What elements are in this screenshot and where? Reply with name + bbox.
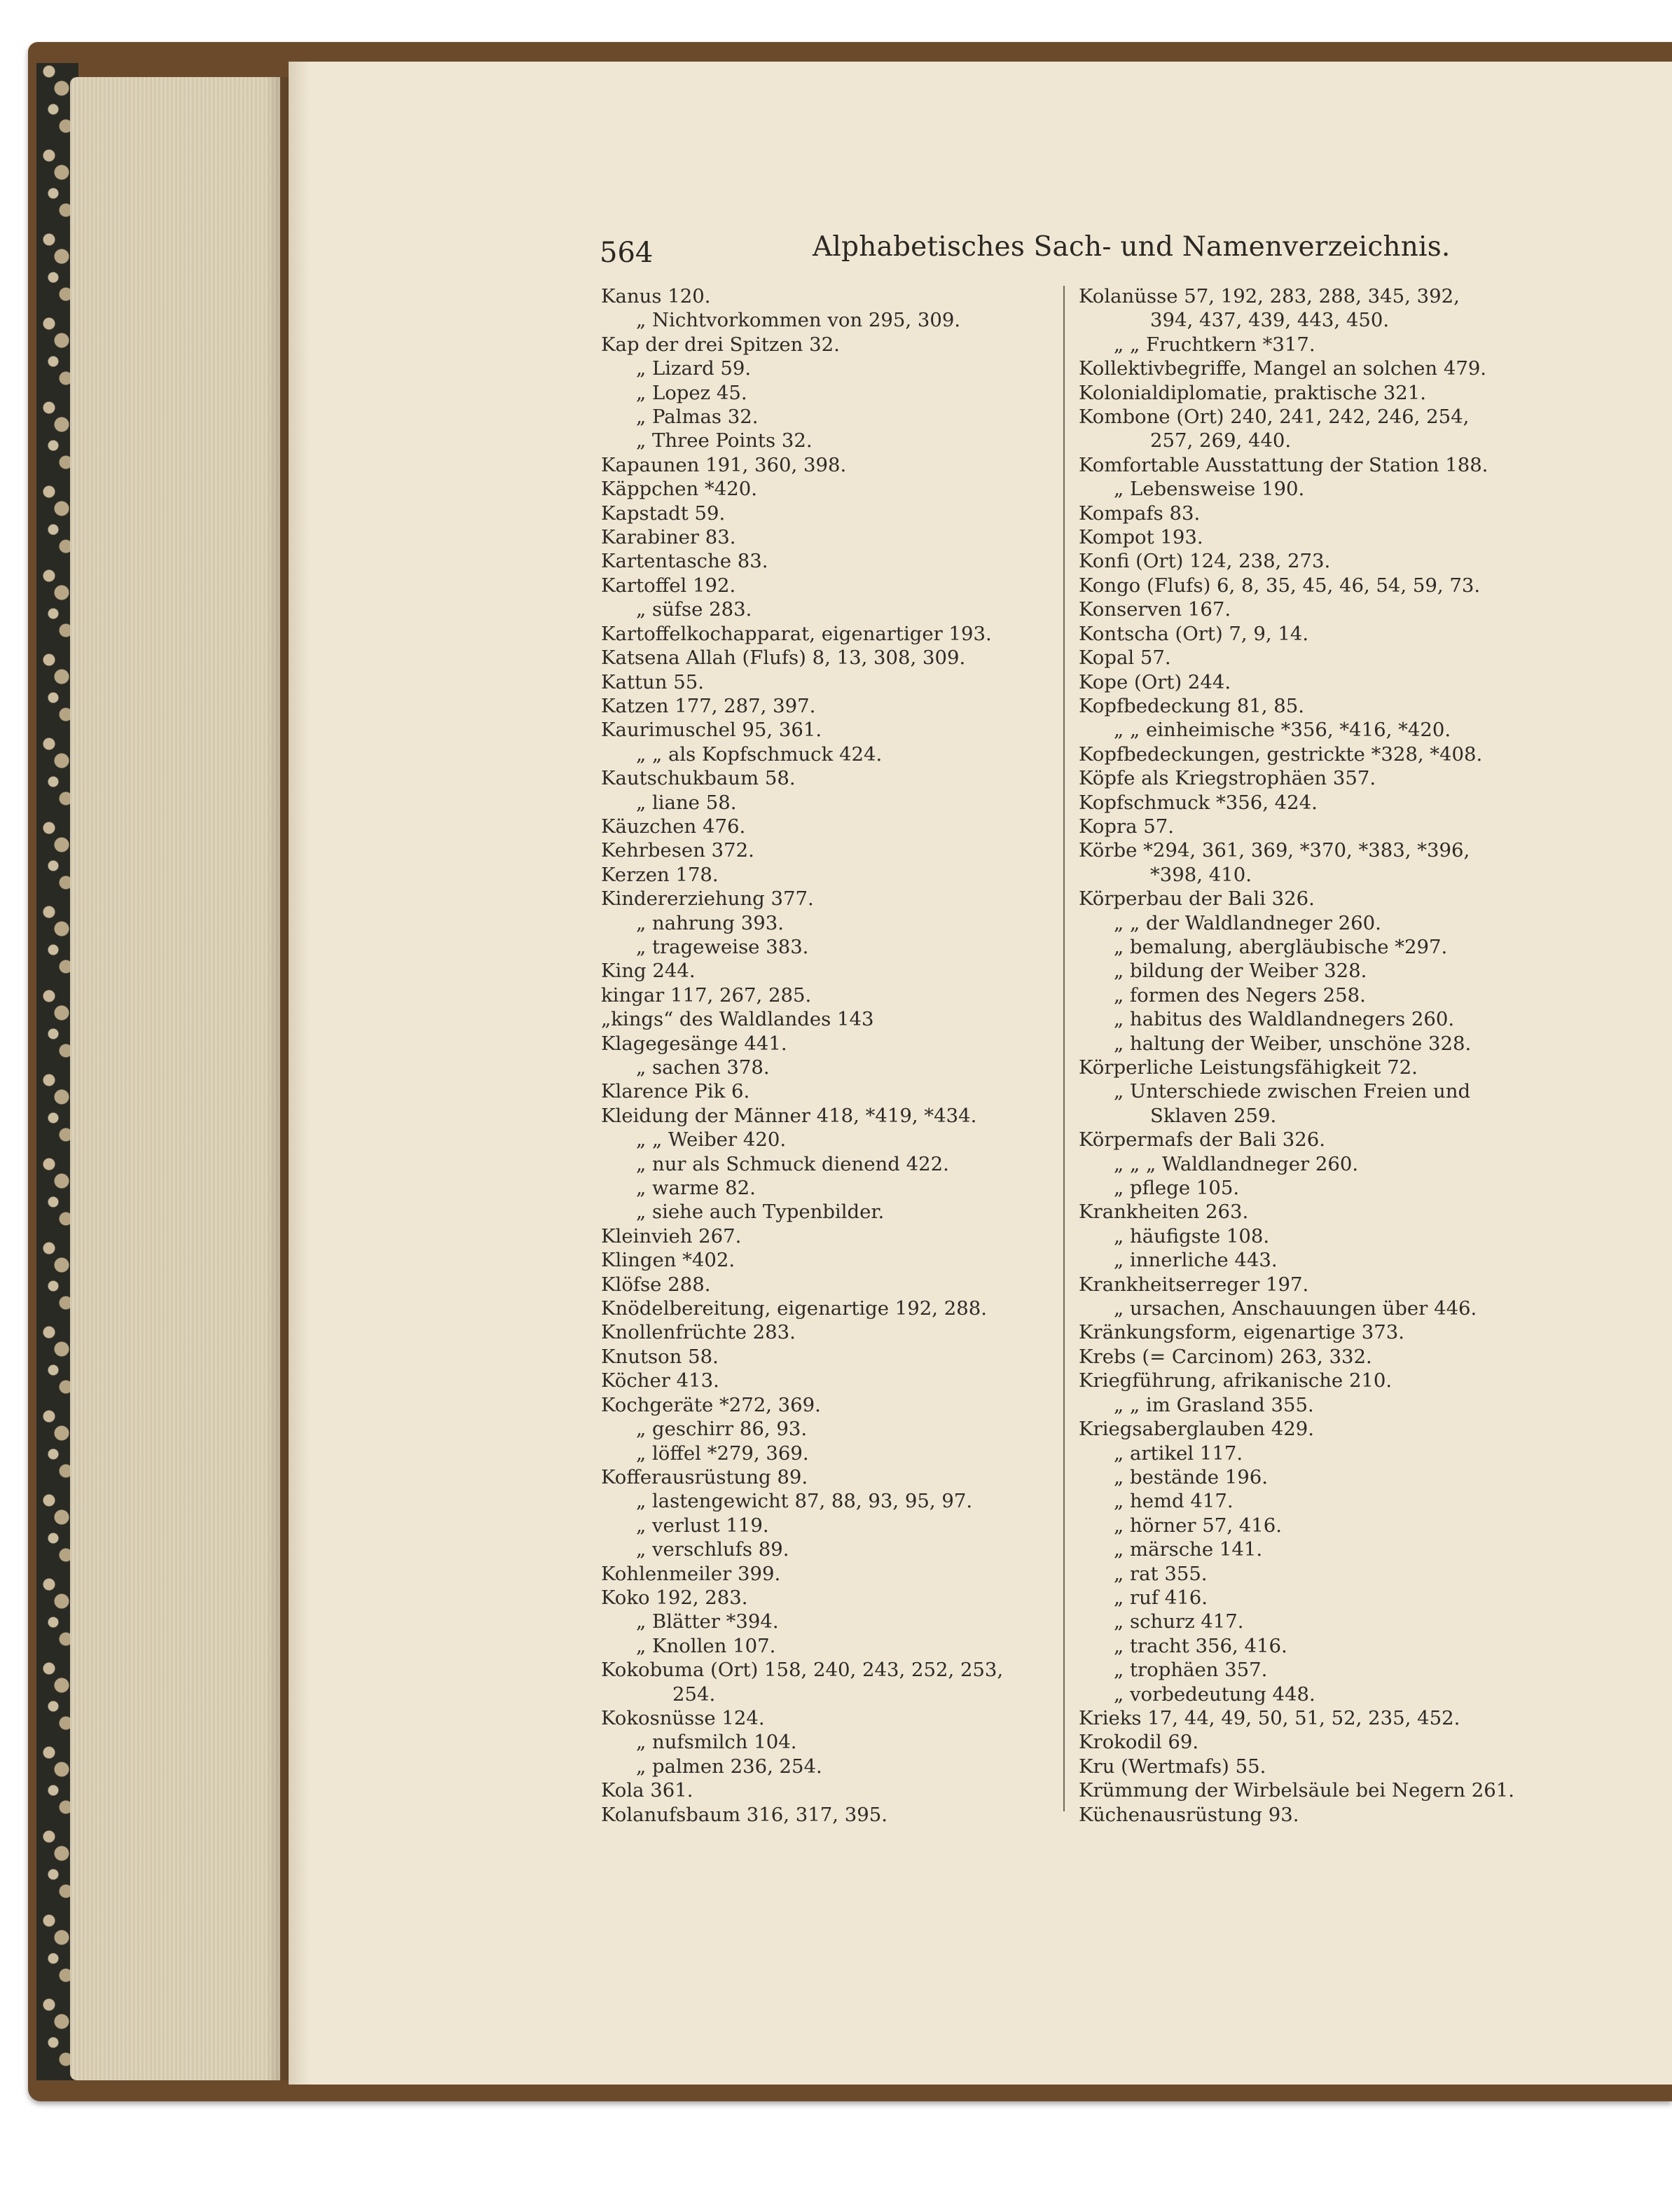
index-entry: Klingen *402.: [601, 1249, 735, 1272]
index-entry: Konserven 167.: [1079, 598, 1231, 621]
index-entry: Knutson 58.: [601, 1345, 719, 1368]
index-entry: „ ursachen, Anschauungen über 446.: [1114, 1297, 1477, 1320]
index-entry: „ „ als Kopfschmuck 424.: [636, 742, 883, 766]
index-entry: Kap der drei Spitzen 32.: [601, 333, 840, 356]
index-entry: Kolanufsbaum 316, 317, 395.: [601, 1803, 887, 1826]
index-entry: „ artikel 117.: [1114, 1442, 1243, 1465]
index-entry: Kaurimuschel 95, 361.: [601, 719, 822, 742]
index-entry: Kartentasche 83.: [601, 550, 768, 573]
index-entry: „ Three Points 32.: [636, 429, 813, 452]
index-entry: Katzen 177, 287, 397.: [601, 694, 816, 717]
index-entry: „ bemalung, abergläubische *297.: [1114, 935, 1448, 958]
index-entry: Kehrbesen 372.: [601, 839, 754, 862]
page-number: 564: [600, 237, 654, 269]
index-entry: „ bestände 196.: [1114, 1465, 1268, 1488]
index-entry: „ märsche 141.: [1114, 1538, 1263, 1561]
index-entry: „ formen des Negers 258.: [1114, 983, 1366, 1007]
index-entry: „ palmen 236, 254.: [636, 1755, 822, 1778]
index-entry: Kompot 193.: [1079, 526, 1203, 549]
index-entry: Klarence Pik 6.: [601, 1080, 750, 1103]
index-entry: „ Nichtvorkommen von 295, 309.: [636, 309, 961, 332]
index-entry: Knollenfrüchte 283.: [601, 1321, 796, 1344]
index-entry: Käuzchen 476.: [601, 815, 746, 838]
index-entry: 254.: [672, 1682, 716, 1706]
index-entry: Klagegesänge 441.: [601, 1032, 787, 1055]
index-entry: „ innerliche 443.: [1114, 1249, 1278, 1272]
page-edges: [70, 77, 280, 2080]
index-entry: Konfi (Ort) 124, 238, 273.: [1079, 550, 1331, 573]
index-entry: Kopal 57.: [1079, 647, 1171, 670]
index-entry: „ Palmas 32.: [636, 406, 759, 429]
index-entry: Sklaven 259.: [1150, 1104, 1277, 1127]
index-entry: Kleinvieh 267.: [601, 1224, 742, 1247]
index-entry: Koko 192, 283.: [601, 1586, 748, 1609]
index-entry: „ Lizard 59.: [636, 357, 752, 380]
index-entry: Knödelbereitung, eigenartige 192, 288.: [601, 1297, 988, 1320]
index-entry: „ siehe auch Typenbilder.: [636, 1201, 885, 1224]
index-entry: „ lastengewicht 87, 88, 93, 95, 97.: [636, 1490, 973, 1513]
index-entry: Kapstadt 59.: [601, 502, 726, 525]
index-entry: „ vorbedeutung 448.: [1114, 1682, 1315, 1706]
index-entry: Kanus 120.: [601, 285, 711, 307]
index-entry: Kochgeräte *272, 369.: [601, 1393, 821, 1416]
index-entry: Krankheitserreger 197.: [1079, 1273, 1309, 1296]
index-entry: „ süfse 283.: [636, 598, 752, 621]
index-entry: „ schurz 417.: [1114, 1610, 1244, 1633]
index-entry: Kleidung der Männer 418, *419, *434.: [601, 1104, 977, 1127]
index-entry: Kofferausrüstung 89.: [601, 1465, 808, 1488]
running-title: Alphabetisches Sach- und Namenverzeichnis.: [813, 231, 1451, 263]
index-entry: Kriegführung, afrikanische 210.: [1079, 1369, 1393, 1392]
index-entry: King 244.: [601, 960, 696, 983]
index-entry: Kohlenmeiler 399.: [601, 1562, 781, 1585]
index-entry: Krebs (= Carcinom) 263, 332.: [1079, 1345, 1372, 1368]
index-entry: *398, 410.: [1150, 863, 1252, 886]
index-entry: „ häufigste 108.: [1114, 1224, 1270, 1247]
index-entry: „ ruf 416.: [1114, 1586, 1208, 1609]
index-entry: „ „ der Waldlandneger 260.: [1114, 911, 1381, 934]
index-entry: Katsena Allah (Flufs) 8, 13, 308, 309.: [601, 647, 966, 670]
index-entry: „ nahrung 393.: [636, 911, 784, 934]
index-entry: Komfortable Ausstattung der Station 188.: [1079, 453, 1488, 476]
index-entry: Kongo (Flufs) 6, 8, 35, 45, 46, 54, 59, 73.: [1079, 574, 1481, 597]
index-entry: Kru (Wertmafs) 55.: [1079, 1755, 1266, 1778]
index-entry: Kola 361.: [601, 1779, 693, 1802]
index-entry: „ hemd 417.: [1114, 1490, 1234, 1513]
index-entry: „ liane 58.: [636, 791, 737, 814]
index-entry: „ tracht 356, 416.: [1114, 1634, 1287, 1657]
index-entry: Kopfbedeckungen, gestrickte *328, *408.: [1079, 742, 1483, 766]
index-entry: Krokodil 69.: [1079, 1731, 1199, 1754]
index-entry: Köcher 413.: [601, 1369, 719, 1392]
index-entry: 394, 437, 439, 443, 450.: [1150, 309, 1390, 332]
index-entry: Küchenausrüstung 93.: [1079, 1803, 1299, 1826]
index-entry: Kränkungsform, eigenartige 373.: [1079, 1321, 1404, 1344]
index-entry: Klöfse 288.: [601, 1273, 711, 1296]
index-column-right: [1079, 284, 1541, 1827]
index-entry: Kompafs 83.: [1079, 502, 1201, 525]
index-entry: „ nufsmilch 104.: [636, 1731, 797, 1754]
index-entry: „ hörner 57, 416.: [1114, 1514, 1282, 1537]
index-entry: Köpfe als Kriegstrophäen 357.: [1079, 767, 1376, 790]
index-entry: „kings“ des Waldlandes 143: [601, 1008, 874, 1031]
index-entry: Kattun 55.: [601, 670, 704, 693]
index-entry: „ Lebensweise 190.: [1114, 478, 1305, 501]
index-entry: „ „ im Grasland 355.: [1114, 1393, 1314, 1416]
index-entry: „ nur als Schmuck dienend 422.: [636, 1152, 949, 1175]
column-divider: [1063, 286, 1065, 1811]
index-entry: „ löffel *279, 369.: [636, 1442, 809, 1465]
index-entry: „ „ Fruchtkern *317.: [1114, 333, 1315, 356]
index-entry: Kopfschmuck *356, 424.: [1079, 791, 1318, 814]
index-entry: „ warme 82.: [636, 1177, 756, 1200]
index-entry: „ Knollen 107.: [636, 1634, 776, 1657]
index-entry: Karabiner 83.: [601, 526, 736, 549]
index-entry: Kopfbedeckung 81, 85.: [1079, 694, 1304, 717]
index-entry: „ Unterschiede zwischen Freien und: [1114, 1080, 1471, 1103]
index-entry: Kolonialdiplomatie, praktische 321.: [1079, 381, 1426, 404]
index-entry: „ trageweise 383.: [636, 935, 809, 958]
index-entry: Kartoffel 192.: [601, 574, 736, 597]
index-entry: „ trophäen 357.: [1114, 1659, 1268, 1682]
index-entry: Kollektivbegriffe, Mangel an solchen 479.: [1079, 357, 1487, 380]
index-entry: Körbe *294, 361, 369, *370, *383, *396,: [1079, 839, 1470, 862]
index-entry: Kolanüsse 57, 192, 283, 288, 345, 392,: [1079, 285, 1460, 307]
index-entry: „ haltung der Weiber, unschöne 328.: [1114, 1032, 1472, 1055]
index-entry: Körperbau der Bali 326.: [1079, 887, 1315, 911]
index-entry: Kartoffelkochapparat, eigenartiger 193.: [601, 622, 992, 645]
index-entry: „ habitus des Waldlandnegers 260.: [1114, 1008, 1455, 1031]
index-entry: Krankheiten 263.: [1079, 1201, 1249, 1224]
index-entry: „ sachen 378.: [636, 1056, 770, 1079]
index-entry: „ verschlufs 89.: [636, 1538, 789, 1561]
index-entry: Kerzen 178.: [601, 863, 719, 886]
index-entry: „ Lopez 45.: [636, 381, 747, 404]
index-entry: „ „ „ Waldlandneger 260.: [1114, 1152, 1359, 1175]
index-entry: kingar 117, 267, 285.: [601, 983, 812, 1007]
index-entry: Kope (Ort) 244.: [1079, 670, 1231, 693]
index-entry: Körpermafs der Bali 326.: [1079, 1128, 1325, 1152]
index-entry: „ pflege 105.: [1114, 1177, 1240, 1200]
index-entry: Kontscha (Ort) 7, 9, 14.: [1079, 622, 1309, 645]
index-entry: 257, 269, 440.: [1150, 429, 1292, 452]
index-entry: Kokosnüsse 124.: [601, 1706, 765, 1729]
index-entry: „ rat 355.: [1114, 1562, 1208, 1585]
index-entry: Kopra 57.: [1079, 815, 1174, 838]
index-entry: Käppchen *420.: [601, 478, 757, 501]
index-entry: Kriegsaberglauben 429.: [1079, 1418, 1314, 1441]
index-entry: „ „ einheimische *356, *416, *420.: [1114, 719, 1451, 742]
index-entry: Kindererziehung 377.: [601, 887, 814, 911]
index-entry: „ „ Weiber 420.: [636, 1128, 787, 1152]
index-entry: „ Blätter *394.: [636, 1610, 779, 1633]
index-entry: Kautschukbaum 58.: [601, 767, 796, 790]
index-entry: Körperliche Leistungsfähigkeit 72.: [1079, 1056, 1418, 1079]
index-entry: Krümmung der Wirbelsäule bei Negern 261.: [1079, 1779, 1514, 1802]
index-entry: Kokobuma (Ort) 158, 240, 243, 252, 253,: [601, 1659, 1004, 1682]
index-column-left: [601, 284, 1055, 1827]
index-entry: „ geschirr 86, 93.: [636, 1418, 808, 1441]
index-entry: Kapaunen 191, 360, 398.: [601, 453, 847, 476]
index-entry: „ bildung der Weiber 328.: [1114, 960, 1367, 983]
index-entry: Kombone (Ort) 240, 241, 242, 246, 254,: [1079, 406, 1470, 429]
index-entry: „ verlust 119.: [636, 1514, 769, 1537]
index-entry: Krieks 17, 44, 49, 50, 51, 52, 235, 452.: [1079, 1706, 1460, 1729]
